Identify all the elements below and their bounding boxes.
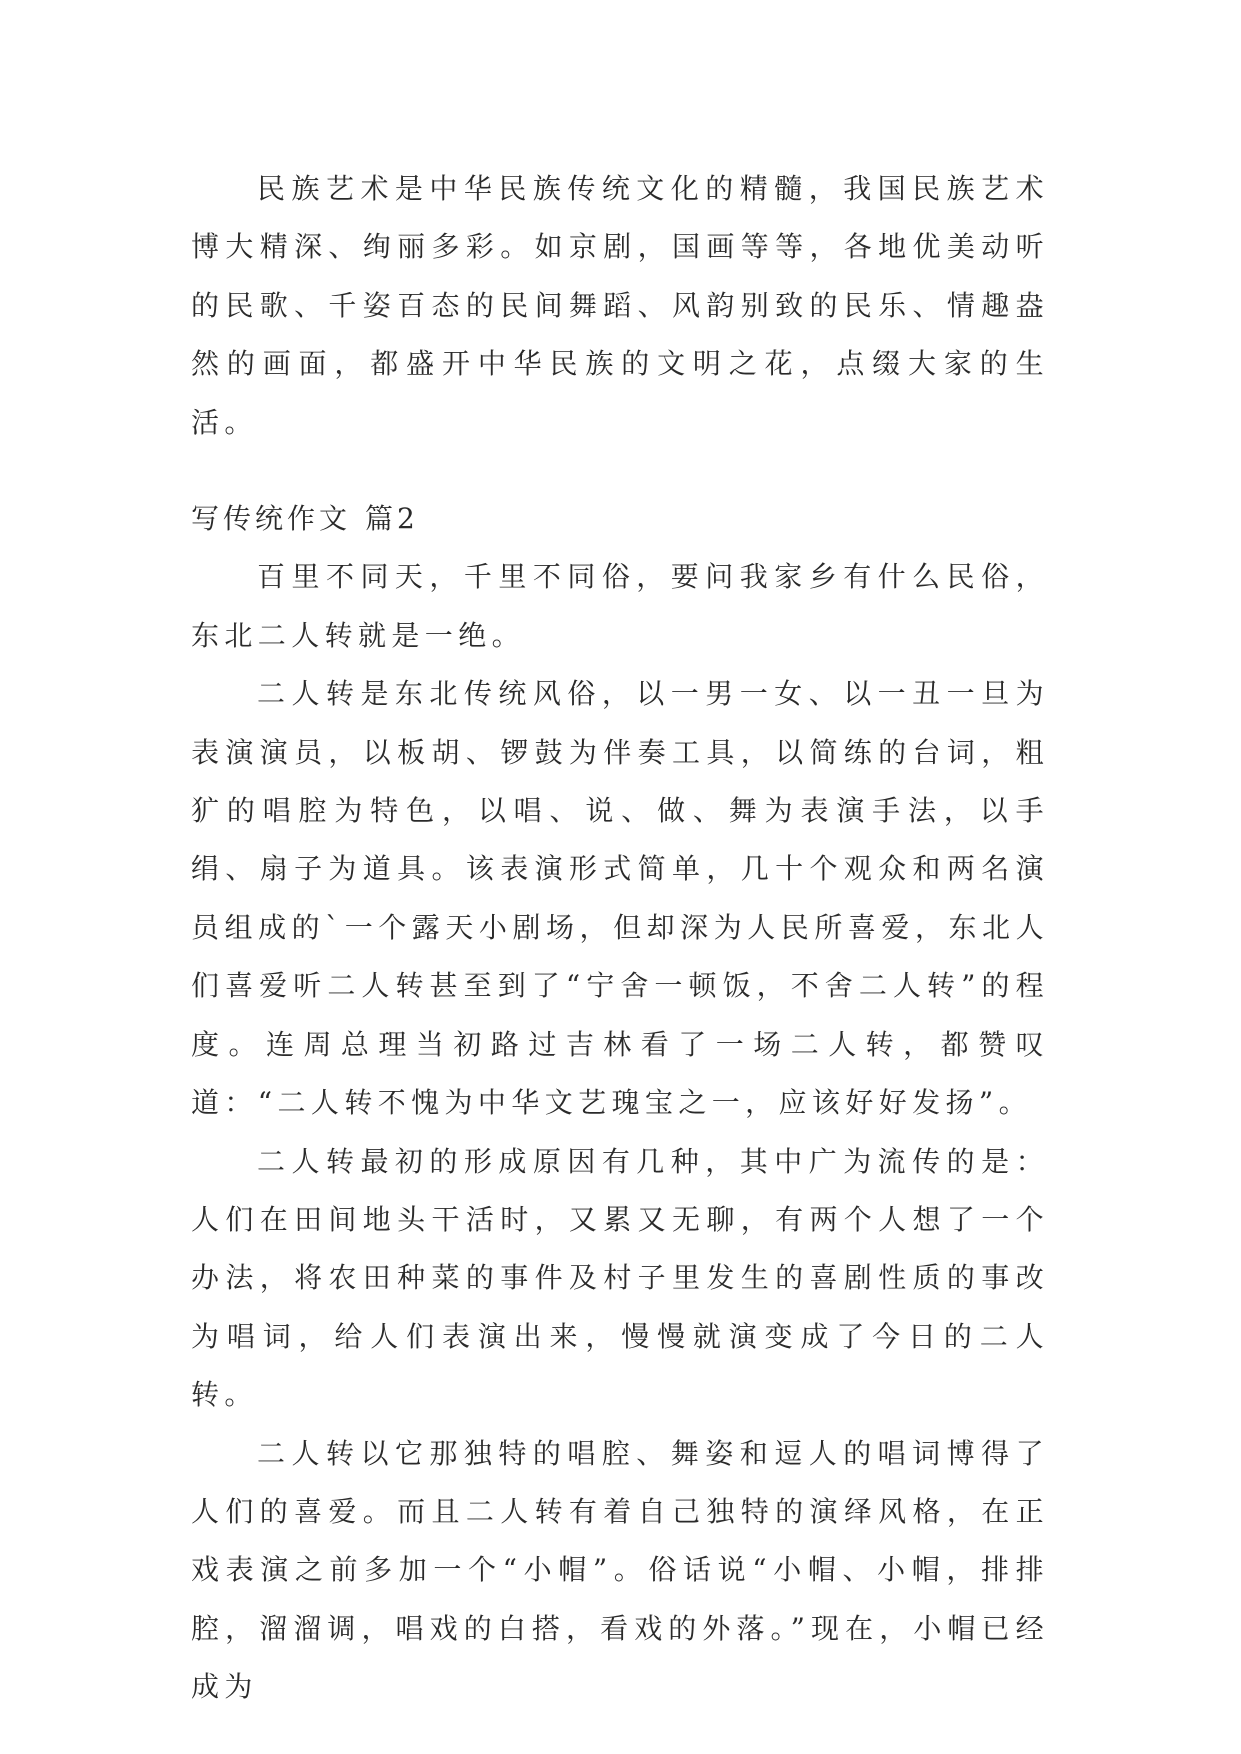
body-paragraph-3: 二人转最初的形成原因有几种，其中广为流传的是：人们在田间地头干活时，又累又无聊，有两个人想了一个办法，将农田种菜的事件及村子里发生的喜剧性质的事改为唱词，给人们表演出来，慢慢就演变成了今日的二人转。 bbox=[191, 1144, 1049, 1412]
body-paragraph-2: 二人转是东北传统风俗，以一男一女、以一丑一旦为表演演员，以板胡、锣鼓为伴奏工具，以简练的台词，粗犷的唱腔为特色，以唱、说、做、舞为表演手法，以手绢、扇子为道具。该表演形式简单，几十个观众和两名演员组成的`一个露天小剧场，但却深为人民所喜爱，东北人们喜爱听二人转甚至到了“宁舍一顿饭，不舍二人转”的程度。连周总理当初路过吉林看了一场二人转，都赞叹道：“二人转不愧为中华文艺瑰宝之一，应该好好发扬”。 bbox=[191, 677, 1049, 1120]
section-title: 写传统作文 bbox=[191, 502, 352, 536]
body-paragraph-1: 百里不同天，千里不同俗，要问我家乡有什么民俗，东北二人转就是一绝。 bbox=[191, 560, 1049, 652]
section-heading bbox=[191, 490, 1049, 548]
document-body bbox=[191, 160, 1049, 1717]
body-paragraph-4: 二人转以它那独特的唱腔、舞姿和逗人的唱词博得了人们的喜爱。而且二人转有着自己独特的演绎风格，在正戏表演之前多加一个“小帽”。俗话说“小帽、小帽，排排腔，溜溜调，唱戏的白搭，看戏的外落。”现在，小帽已经成为 bbox=[191, 1436, 1049, 1704]
section-number: 篇2 bbox=[365, 502, 419, 536]
intro-paragraph: 民族艺术是中华民族传统文化的精髓，我国民族艺术博大精深、绚丽多彩。如京剧，国画等等，各地优美动听的民歌、千姿百态的民间舞蹈、风韵别致的民乐、情趣盎然的画面，都盛开中华民族的文明之花，点缀大家的生活。 bbox=[191, 172, 1049, 439]
